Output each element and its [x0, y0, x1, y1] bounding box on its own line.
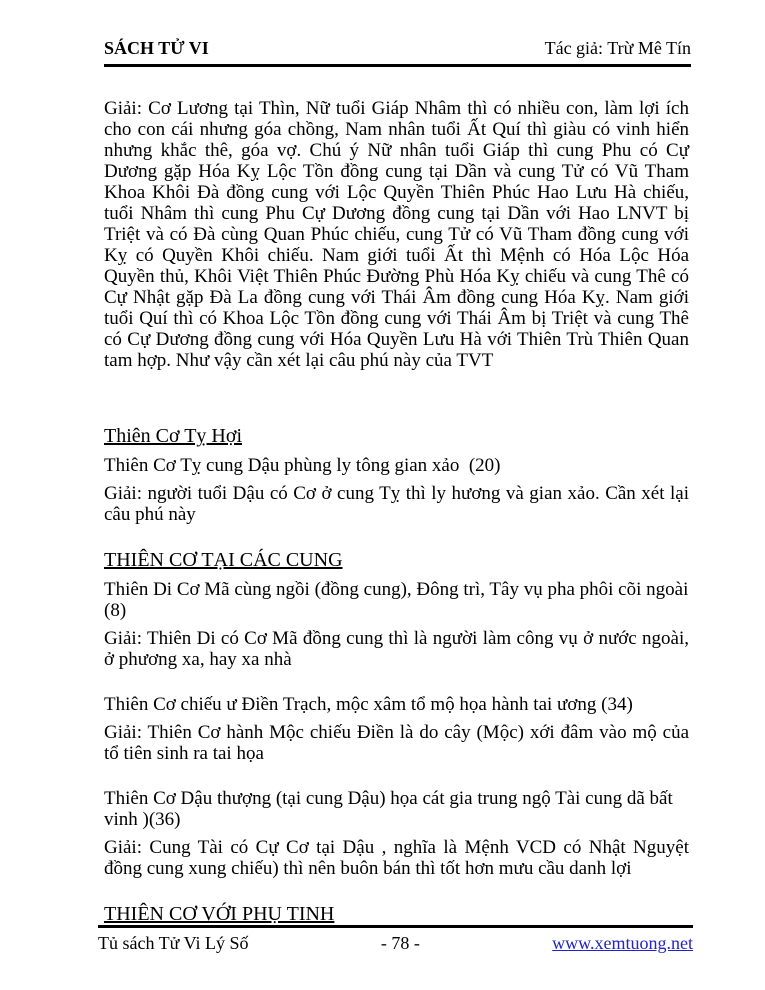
- book-title: SÁCH TỬ VI: [104, 38, 209, 58]
- header-author: Tác giả: Trừ Mê Tín: [544, 38, 691, 58]
- explanation-paragraph-20: Giải: người tuổi Dậu có Cơ ở cung Tỵ thì ly hương và gian xảo. Cần xét lại câu phú này: [104, 483, 689, 525]
- verse-line-20: Thiên Cơ Tỵ cung Dậu phùng ly tông gian xảo (20): [104, 455, 501, 476]
- explanation-paragraph-36: Giải: Cung Tài có Cự Cơ tại Dậu , nghĩa là Mệnh VCD có Nhật Nguyệt đồng cung xung chiếu) thì nên buôn bán thì tốt hơn mưu cầu danh lợi: [104, 837, 689, 879]
- footer-website-link[interactable]: www.xemtuong.net: [552, 933, 693, 953]
- page-header: [104, 38, 691, 67]
- verse-line-8: Thiên Di Cơ Mã cùng ngồi (đồng cung), Đông trì, Tây vụ pha phôi cõi ngoài (8): [104, 579, 698, 621]
- page-footer: [98, 925, 693, 954]
- section-heading-thien-co-ty-hoi: Thiên Cơ Tỵ Hợi: [104, 425, 242, 447]
- intro-explanation-paragraph: Giải: Cơ Lương tại Thìn, Nữ tuổi Giáp Nhâm thì có nhiều con, làm lợi ích cho con cái nhưng góa chồng, Nam nhân tuổi Ất Quí thì giàu có vinh hiển nhưng khắc thê, góa vợ. Chú ý Nữ nhân tuổi Giáp thì cung Phu có Cự Dương gặp Hóa Kỵ Lộc Tồn đồng cung tại Dần và cung Tử có Vũ Tham Khoa Khôi Đà đồng cung với Lộc Quyền Thiên Phúc Hao Lưu Hà chiếu, tuổi Nhâm thì cung Phu Cự Dương đồng cung tại Dần với Hao LNVT bị Triệt và có Đà cùng Quan Phúc chiếu, cung Tử có Vũ Tham đồng cung với Kỵ có Quyền Khôi chiếu. Nam giới tuổi Ất thì Mệnh có Hóa Lộc Hóa Quyền thủ, Khôi Việt Thiên Phúc Đường Phù Hóa Kỵ chiếu và cung Thê có Cự Nhật gặp Đà La đồng cung với Thái Âm đồng cung Hóa Kỵ. Nam giới tuổi Quí thì có Khoa Lộc Tồn đồng cung với Thái Âm bị Triệt và cung Thê có Cự Dương đồng cung với Hóa Quyền Lưu Hà với Thiên Trù Thiên Quan tam hợp. Như vậy cần xét lại câu phú này của TVT: [104, 98, 689, 371]
- page-content: [104, 98, 698, 926]
- explanation-paragraph-8: Giải: Thiên Di có Cơ Mã đồng cung thì là người làm công vụ ở nước ngoài, ở phương xa, hay xa nhà: [104, 628, 689, 670]
- footer-page-number: - 78 -: [380, 933, 420, 953]
- section-heading-thien-co-tai-cac-cung: THIÊN CƠ TẠI CÁC CUNG: [104, 549, 343, 571]
- section-heading-thien-co-voi-phu-tinh: THIÊN CƠ VỚI PHỤ TINH: [104, 903, 335, 925]
- verse-line-34: Thiên Cơ chiếu ư Điền Trạch, mộc xâm tổ mộ họa hành tai ương (34): [104, 694, 633, 715]
- footer-series-title: Tủ sách Tử Vi Lý Số: [98, 933, 249, 953]
- verse-line-36: Thiên Cơ Dậu thượng (tại cung Dậu) họa cát gia trung ngộ Tài cung dã bất vinh )(36): [104, 788, 678, 830]
- explanation-paragraph-34: Giải: Thiên Cơ hành Mộc chiếu Điền là do cây (Mộc) xới đâm vào mộ của tổ tiên sinh ra tai họa: [104, 722, 689, 764]
